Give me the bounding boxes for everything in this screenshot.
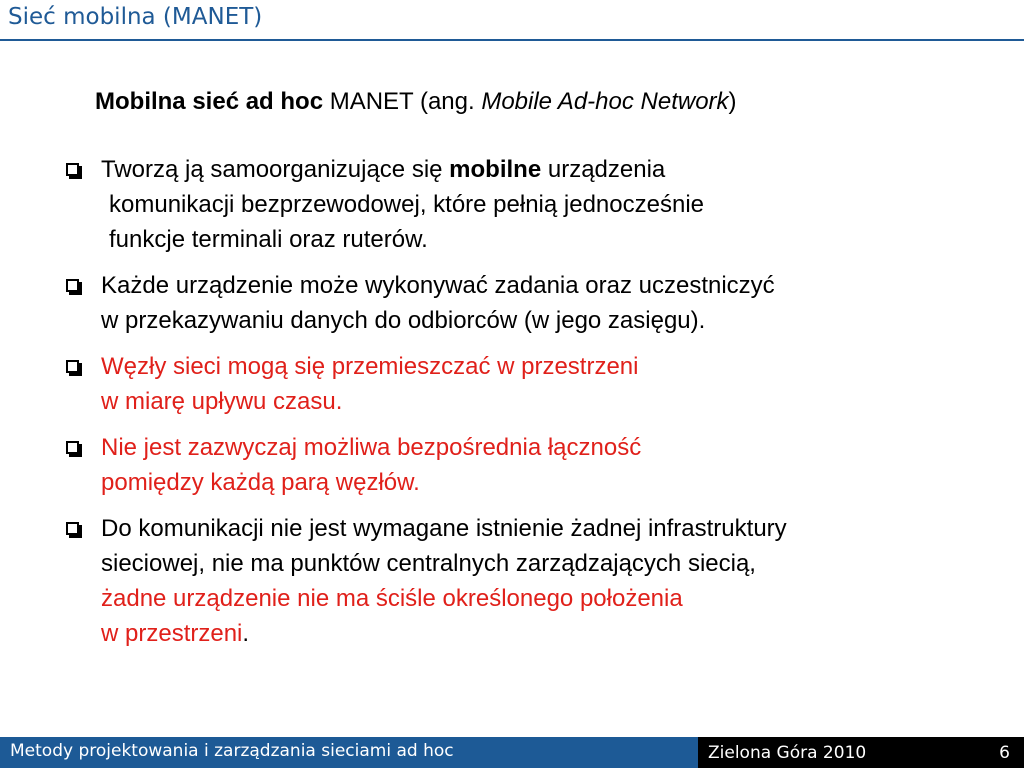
bullet-line: funkcje terminali oraz ruterów. bbox=[109, 226, 428, 253]
bullet-text-bold: mobilne bbox=[449, 156, 542, 183]
bullet-line bbox=[101, 616, 962, 651]
footer-course-panel bbox=[0, 737, 698, 768]
bullet-line: żadne urządzenie nie ma ściśle określonego położenia bbox=[101, 585, 683, 612]
hollow-square-bullet-icon bbox=[66, 360, 79, 373]
bullet-line: komunikacji bezprzewodowej, które pełnią jednocześnie bbox=[109, 191, 704, 218]
bullet-text: urządzenia bbox=[541, 156, 666, 183]
hollow-square-bullet-icon bbox=[66, 441, 79, 454]
slide-title: Sieć mobilna (MANET) bbox=[8, 4, 263, 30]
page-number: 6 bbox=[999, 743, 1010, 763]
slide-subtitle bbox=[95, 88, 737, 116]
bullet-line bbox=[101, 152, 962, 187]
bullet-line: Węzły sieci mogą się przemieszczać w przestrzeni bbox=[101, 353, 639, 380]
subtitle-bold: Mobilna sieć ad hoc bbox=[95, 88, 324, 115]
bullet-line: sieciowej, nie ma punktów centralnych zarządzających siecią, bbox=[101, 550, 756, 577]
bullet-line: Nie jest zazwyczaj możliwa bezpośrednia łączność bbox=[101, 434, 642, 461]
bullet-line: Każde urządzenie może wykonywać zadania oraz uczestniczyć bbox=[101, 272, 775, 299]
subtitle-italic: Mobile Ad-hoc Network bbox=[481, 88, 729, 115]
bullet-line: w miarę upływu czasu. bbox=[101, 388, 343, 415]
hollow-square-bullet-icon bbox=[66, 522, 79, 535]
bullet-line: w przekazywaniu danych do odbiorców (w jego zasięgu). bbox=[101, 307, 706, 334]
subtitle-normal: MANET (ang. bbox=[323, 88, 482, 115]
bullet-text-red: w przestrzeni bbox=[101, 620, 243, 647]
bullet-item bbox=[62, 349, 962, 419]
bullet-item bbox=[62, 268, 962, 338]
bullet-list bbox=[62, 152, 962, 662]
footer-course-title: Metody projektowania i zarządzania sieciami ad hoc bbox=[10, 741, 454, 761]
footer-place-date: Zielona Góra 2010 bbox=[708, 743, 867, 763]
footer-info-panel bbox=[698, 737, 1024, 768]
hollow-square-bullet-icon bbox=[66, 279, 79, 292]
bullet-text: . bbox=[242, 620, 250, 647]
bullet-item bbox=[62, 152, 962, 257]
slide-footer bbox=[0, 737, 1024, 768]
bullet-line: Do komunikacji nie jest wymagane istnienie żadnej infrastruktury bbox=[101, 515, 787, 542]
subtitle-closing: ) bbox=[728, 88, 737, 115]
bullet-line: pomiędzy każdą parą węzłów. bbox=[101, 469, 420, 496]
hollow-square-bullet-icon bbox=[66, 163, 79, 176]
bullet-item bbox=[62, 430, 962, 500]
title-divider bbox=[0, 39, 1024, 41]
bullet-item bbox=[62, 511, 962, 651]
bullet-text: Tworzą ją samoorganizujące się bbox=[101, 156, 450, 183]
